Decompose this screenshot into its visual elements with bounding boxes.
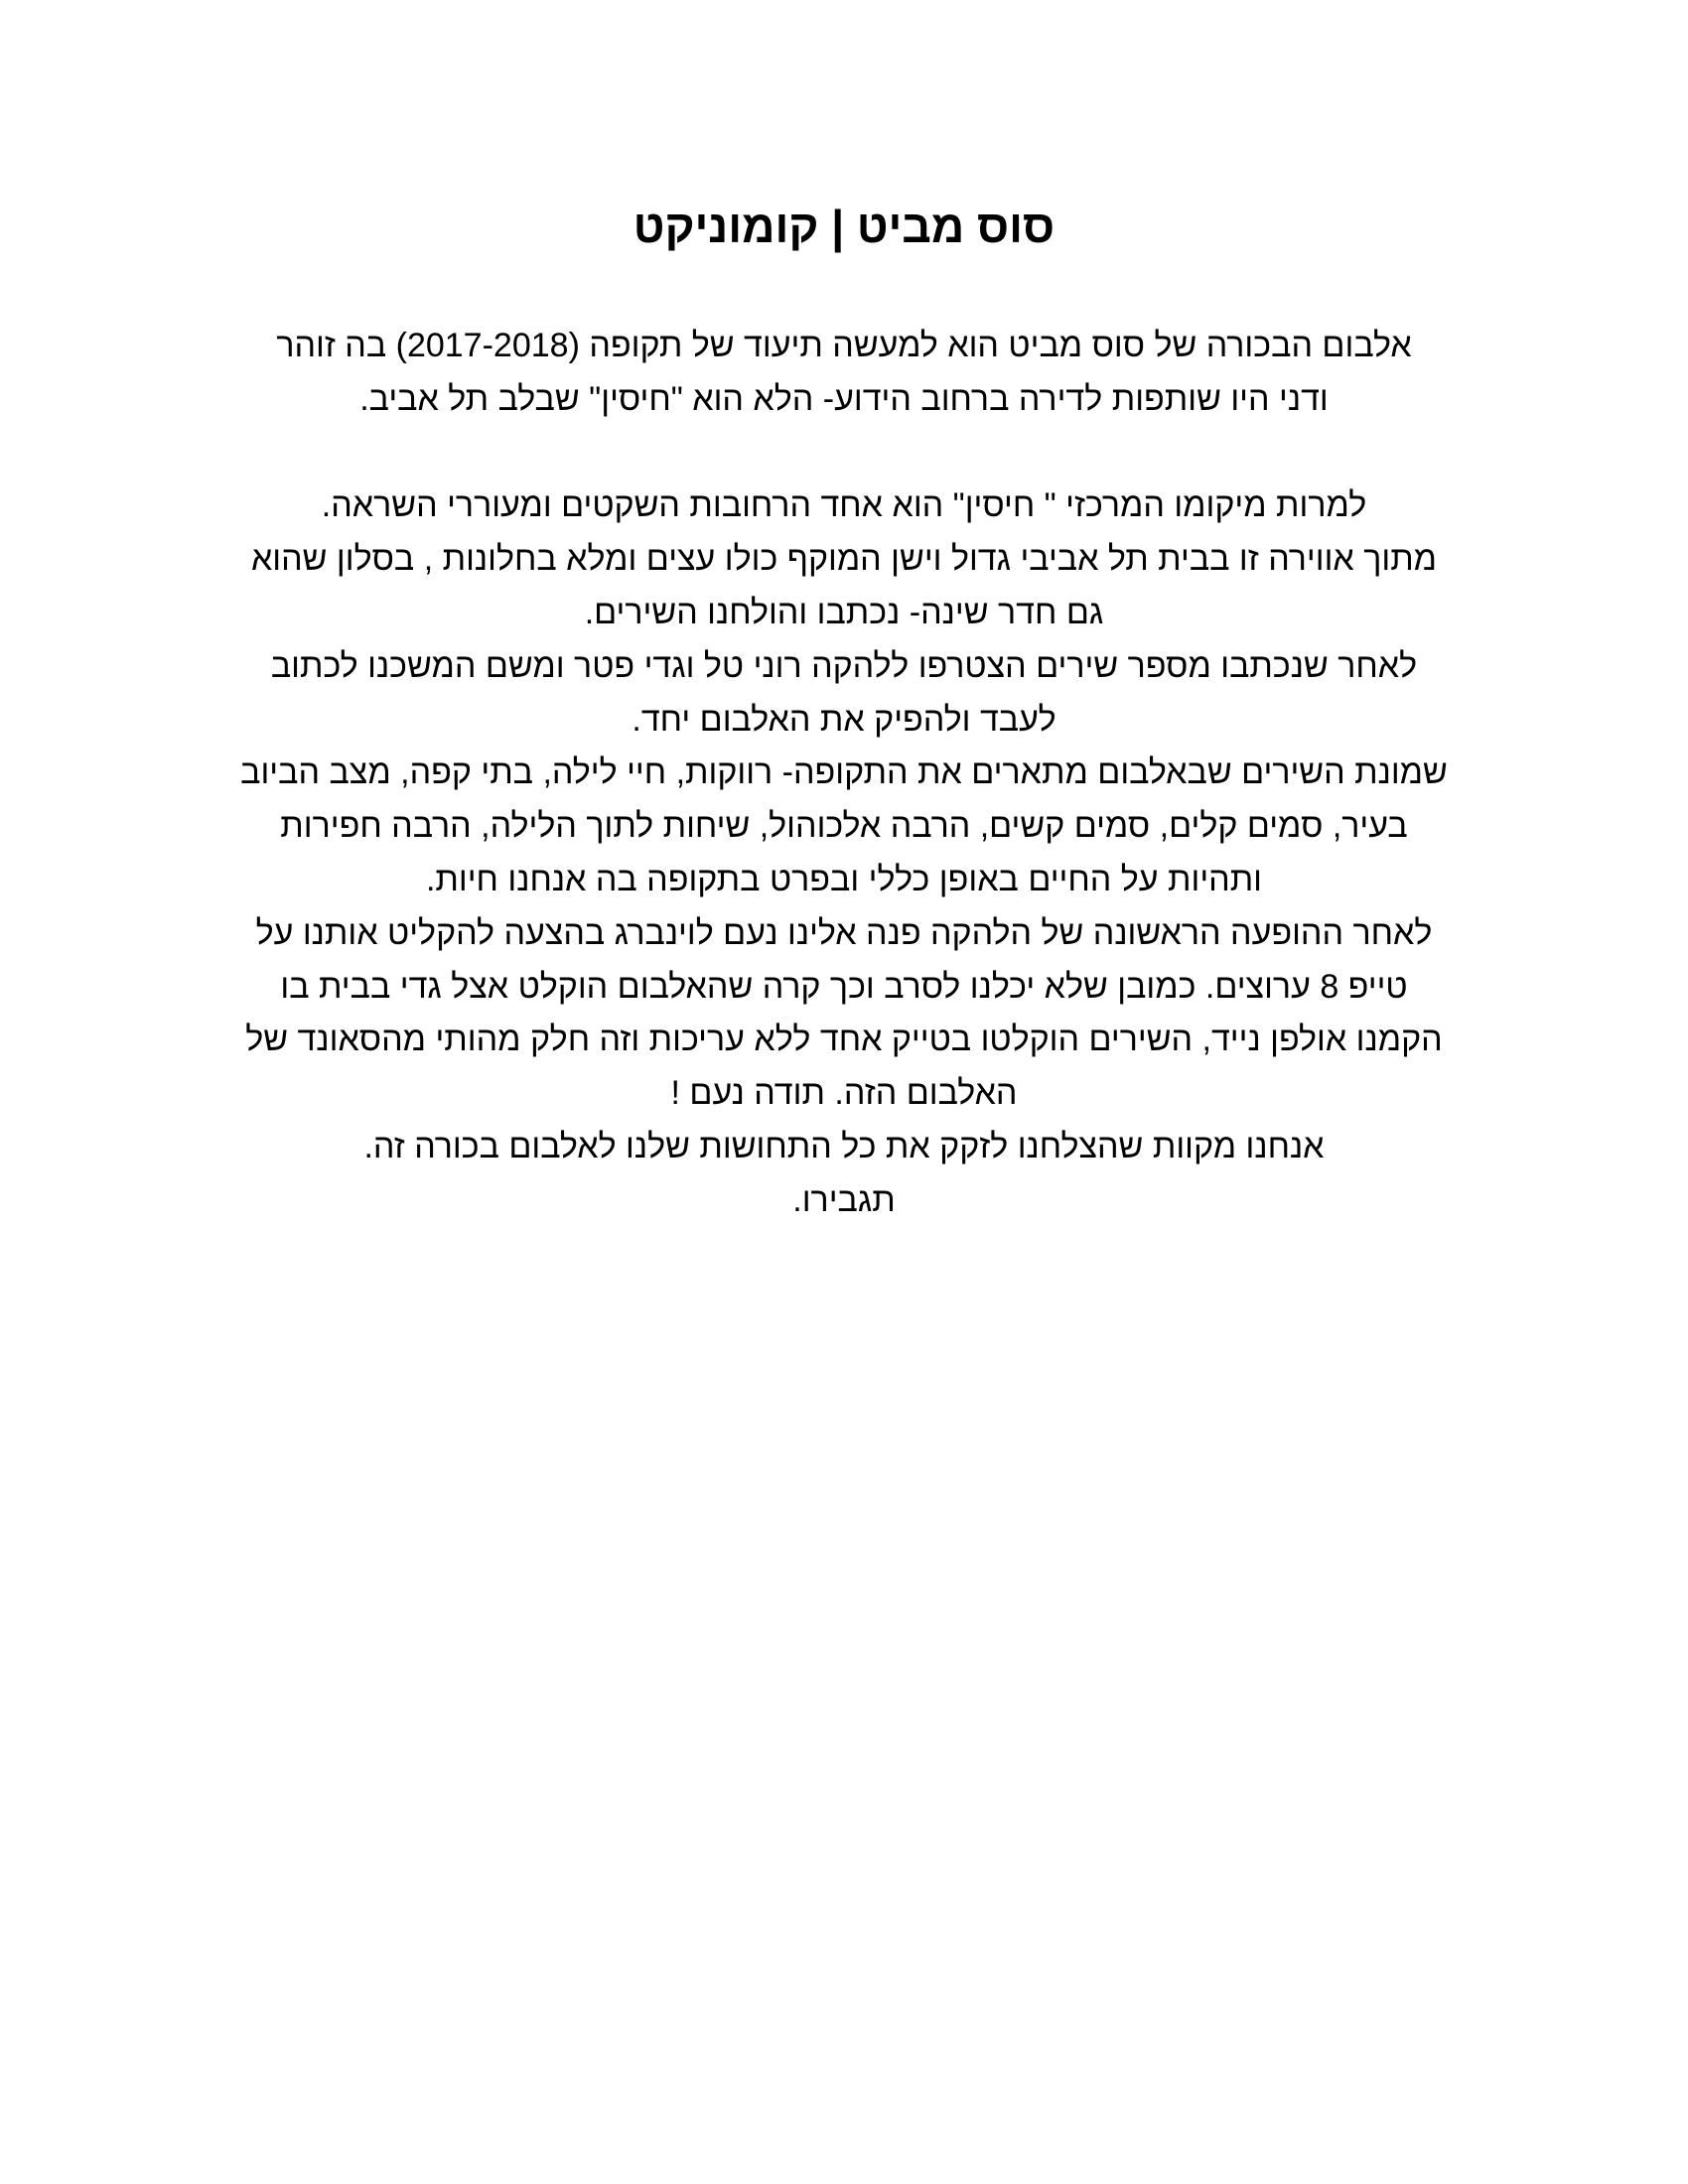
text-line: גם חדר שינה- נכתבו והולחנו השירים. [584, 593, 1104, 631]
text-line: לאחר שנכתבו מספר שירים הצטרפו ללהקה רוני טל וגדי פטר ומשם המשכנו לכתוב [270, 646, 1418, 685]
text-line: אלבום הבכורה של סוס מביט הוא למעשה תיעוד של תקופה (2017-2018) בה זוהר [276, 327, 1412, 364]
text-line: הקמנו אולפן נייד, השירים הוקלטו בטייק אחד ללא עריכות וזה חלק מהותי מהסאונד של [245, 1021, 1443, 1059]
text-line: טייפ 8 ערוצים. כמובן שלא יכלנו לסרב וכך קרה שהאלבום הוקלט אצל גדי בבית בו [280, 967, 1408, 1006]
text-line: למרות מיקומו המרכזי " חיסין" הוא אחד הרחובות השקטים ומעוררי השראה. [321, 486, 1367, 525]
text-line: האלבום הזה. תודה נעם ! [670, 1074, 1018, 1113]
text-line: תגבירו. [792, 1180, 896, 1219]
text-line: ודני היו שותפות לדירה ברחוב הידוע- הלא הוא "חיסין" שבלב תל אביב. [359, 379, 1329, 418]
document-title: סוס מביט | קומוניקט [633, 201, 1055, 252]
text-line: שמונת השירים שבאלבום מתארים את התקופה- רווקות, חיי לילה, בתי קפה, מצב הביוב [240, 753, 1448, 792]
text-line: לאחר ההופעה הראשונה של הלהקה פנה אלינו נעם לוינברג בהצעה להקליט אותנו על [255, 913, 1433, 952]
text-line: בעיר, סמים קלים, סמים קשים, הרבה אלכוהול, שיחות לתוך הלילה, הרבה חפירות [280, 807, 1408, 846]
text-line: לעבד ולהפיק את האלבום יחד. [632, 700, 1056, 739]
paragraph-gap [149, 427, 1539, 480]
document-body [149, 320, 1539, 1228]
text-line: אנחנו מקוות שהצלחנו לזקק את כל התחושות שלנו לאלבום בכורה זה. [363, 1127, 1325, 1165]
text-line: מתוך אווירה זו בבית תל אביבי גדול וישן המוקף כולו עצים ומלא בחלונות , בסלון שהוא [250, 540, 1438, 579]
text-line: ותהיות על החיים באופן כללי ובפרט בתקופה בה אנחנו חיות. [425, 860, 1263, 898]
